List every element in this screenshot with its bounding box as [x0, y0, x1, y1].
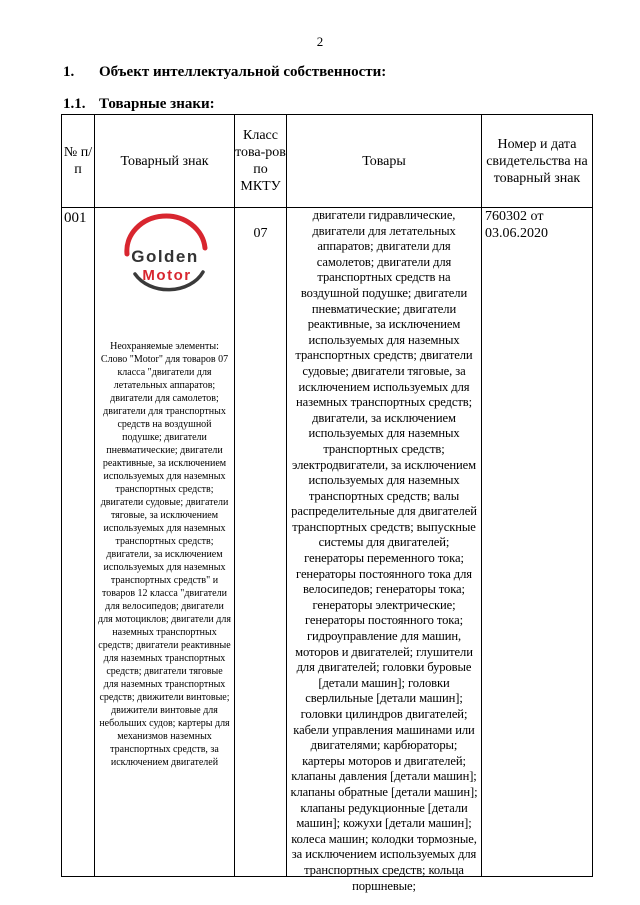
header-certificate: Номер и дата свидетельства на товарный знак: [482, 115, 593, 208]
subsection-number: 1.1.: [63, 96, 86, 112]
header-mark: Товарный знак: [95, 115, 235, 208]
table-header-row: [62, 115, 593, 208]
mktu-class: 07: [235, 208, 287, 877]
row-number: 001: [62, 208, 95, 877]
trademark-cell: [95, 208, 235, 877]
golden-motor-logo: [113, 218, 217, 294]
subsection-title: Товарные знаки:: [99, 96, 215, 112]
header-goods: Товары: [287, 115, 482, 208]
section-title: Объект интеллектуальной собственности:: [99, 64, 387, 80]
trademark-logo: [113, 218, 217, 294]
logo-word-golden: Golden: [130, 247, 199, 266]
unprotected-elements-note: Неохраняемые элементы: Слово "Motor" для товаров 07 класса "двигатели для летательных аппаратов; двигатели для самолетов; двигатели для транспортных средств на воздушной подушке; двигатели пневматические; двигатели реактивные, за исключением используемых для наземных транспортных средств; двигатели судовые; двигатели тяговые, за исключением используемых для наземных транспортных средств; двигатели, за исключением используемых для наземных транспортных средств" и товаров 12 класса "двигатели для велосипедов; двигатели для мотоциклов; двигатели для наземных транспортных средств; двигатели реактивные для наземных транспортных средств; двигатели тяговые для наземных транспортных средств; движители винтовые; движители винтовые для небольших судов; картеры для механизмов наземных транспортных средств, за исключением двигателей: [98, 341, 231, 768]
section-heading: [63, 64, 386, 81]
header-class: Класс това-ров по МКТУ: [235, 115, 287, 208]
page-number: 2: [316, 34, 324, 49]
table-row: [62, 208, 593, 877]
goods-list: двигатели гидравлические, двигатели для летательных аппаратов; двигатели для самолетов; двигатели для транспортных средств на воздушной подушке; двигатели пневматические; двигатели реактивные, за исключением используемых для наземных транспортных средств; двигатели судовые; двигатели тяговые, за исключением используемых для наземных транспортных средств; двигатели, за исключением используемых для наземных транспортных средств; электродвигатели, за исключением используемых для наземных транспортных средств; валы распределительные для двигателей транспортных средств; выпускные системы для двигателей; генераторы переменного тока; генераторы постоянного тока для велосипедов; генераторы тока; генераторы электрические; генераторы постоянного тока; гидроуправление для машин, моторов и двигателей; глушители для двигателей; головки буровые [детали машин]; головки сверлильные [детали машин]; головки цилиндров двигателей; кабели управления машинами или двигателями; карбюраторы; картеры моторов и двигателей; клапаны давления [детали машин]; клапаны обратные [детали машин]; клапаны редукционные [детали машин]; кожухи [детали машин]; колеса машин; колодки тормозные, за исключением используемых для транспортных средств; кольца поршневые;: [290, 208, 478, 893]
certificate-number-date: 760302 от 03.06.2020: [482, 208, 593, 877]
header-num: № п/п: [62, 115, 95, 208]
logo-word-motor: Motor: [141, 267, 192, 284]
section-number: 1.: [63, 64, 75, 80]
trademarks-table: [61, 114, 593, 893]
subsection-heading: [63, 96, 215, 113]
goods-cell: [287, 208, 482, 893]
